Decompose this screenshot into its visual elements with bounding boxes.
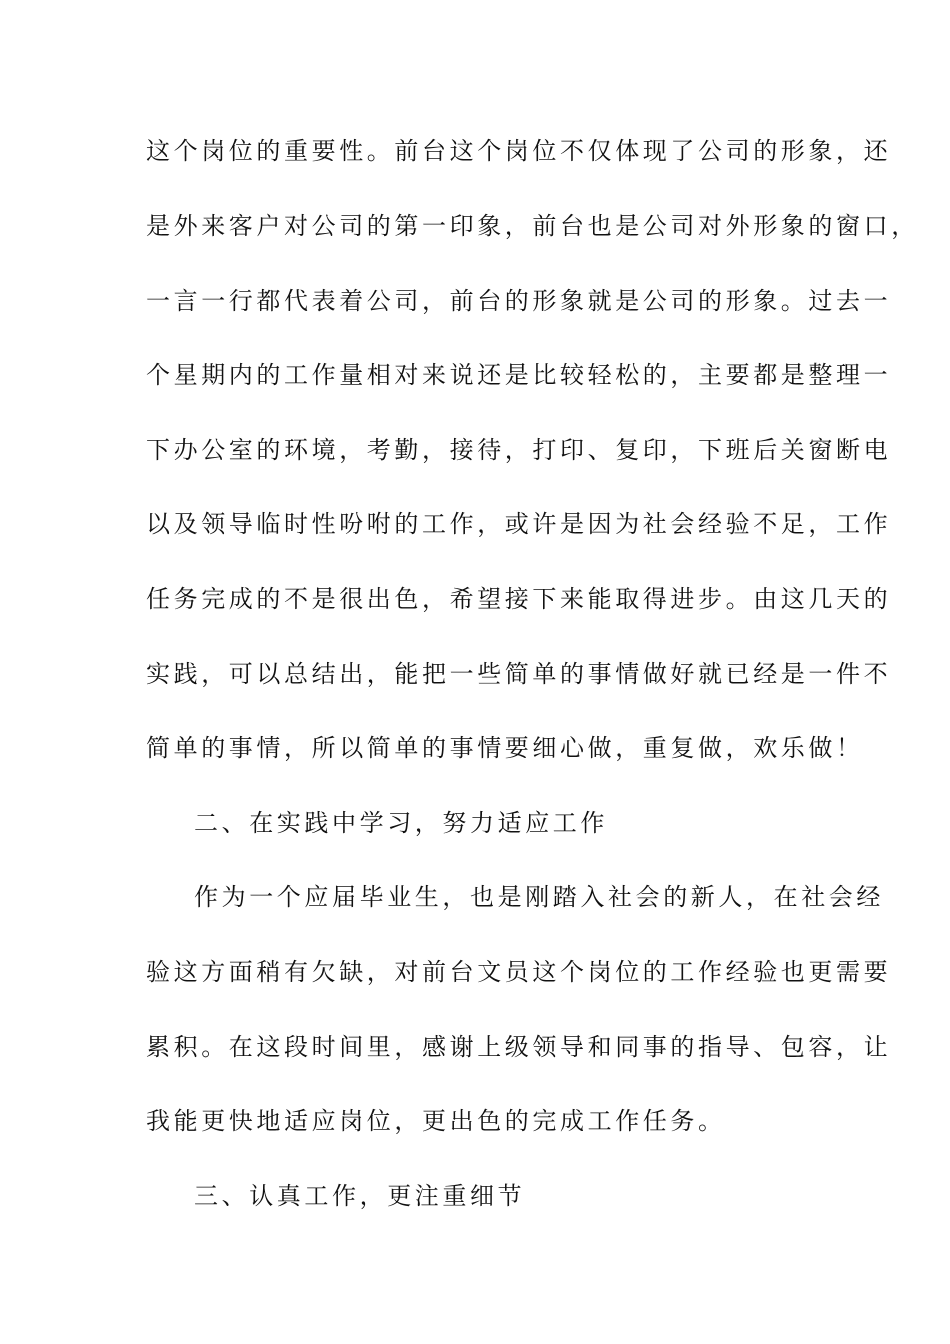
paragraph-line: 简单的事情，所以简单的事情要细心做，重复做，欢乐做！ bbox=[146, 734, 864, 762]
paragraph-line: 下办公室的环境，考勤，接待，打印、复印，下班后关窗断电 bbox=[146, 436, 892, 464]
paragraph-line: 累积。在这段时间里，感谢上级领导和同事的指导、包容，让 bbox=[146, 1033, 892, 1061]
paragraph-line: 是外来客户对公司的第一印象，前台也是公司对外形象的窗口， bbox=[146, 212, 919, 240]
paragraph-line: 任务完成的不是很出色，希望接下来能取得进步。由这几天的 bbox=[146, 585, 892, 613]
paragraph-line: 这个岗位的重要性。前台这个岗位不仅体现了公司的形象，还 bbox=[146, 137, 892, 165]
paragraph-line: 作为一个应届毕业生，也是刚踏入社会的新人，在社会经 bbox=[194, 883, 884, 911]
section-heading: 二、在实践中学习，努力适应工作 bbox=[194, 809, 608, 837]
paragraph-line: 我能更快地适应岗位，更出色的完成工作任务。 bbox=[146, 1107, 726, 1135]
paragraph-line: 实践，可以总结出，能把一些简单的事情做好就已经是一件不 bbox=[146, 660, 892, 688]
paragraph-line: 验这方面稍有欠缺，对前台文员这个岗位的工作经验也更需要 bbox=[146, 958, 892, 986]
section-heading: 三、认真工作，更注重细节 bbox=[194, 1182, 526, 1210]
paragraph-line: 一言一行都代表着公司，前台的形象就是公司的形象。过去一 bbox=[146, 287, 892, 315]
paragraph-line: 个星期内的工作量相对来说还是比较轻松的，主要都是整理一 bbox=[146, 361, 892, 389]
paragraph-line: 以及领导临时性吩咐的工作，或许是因为社会经验不足，工作 bbox=[146, 510, 892, 538]
